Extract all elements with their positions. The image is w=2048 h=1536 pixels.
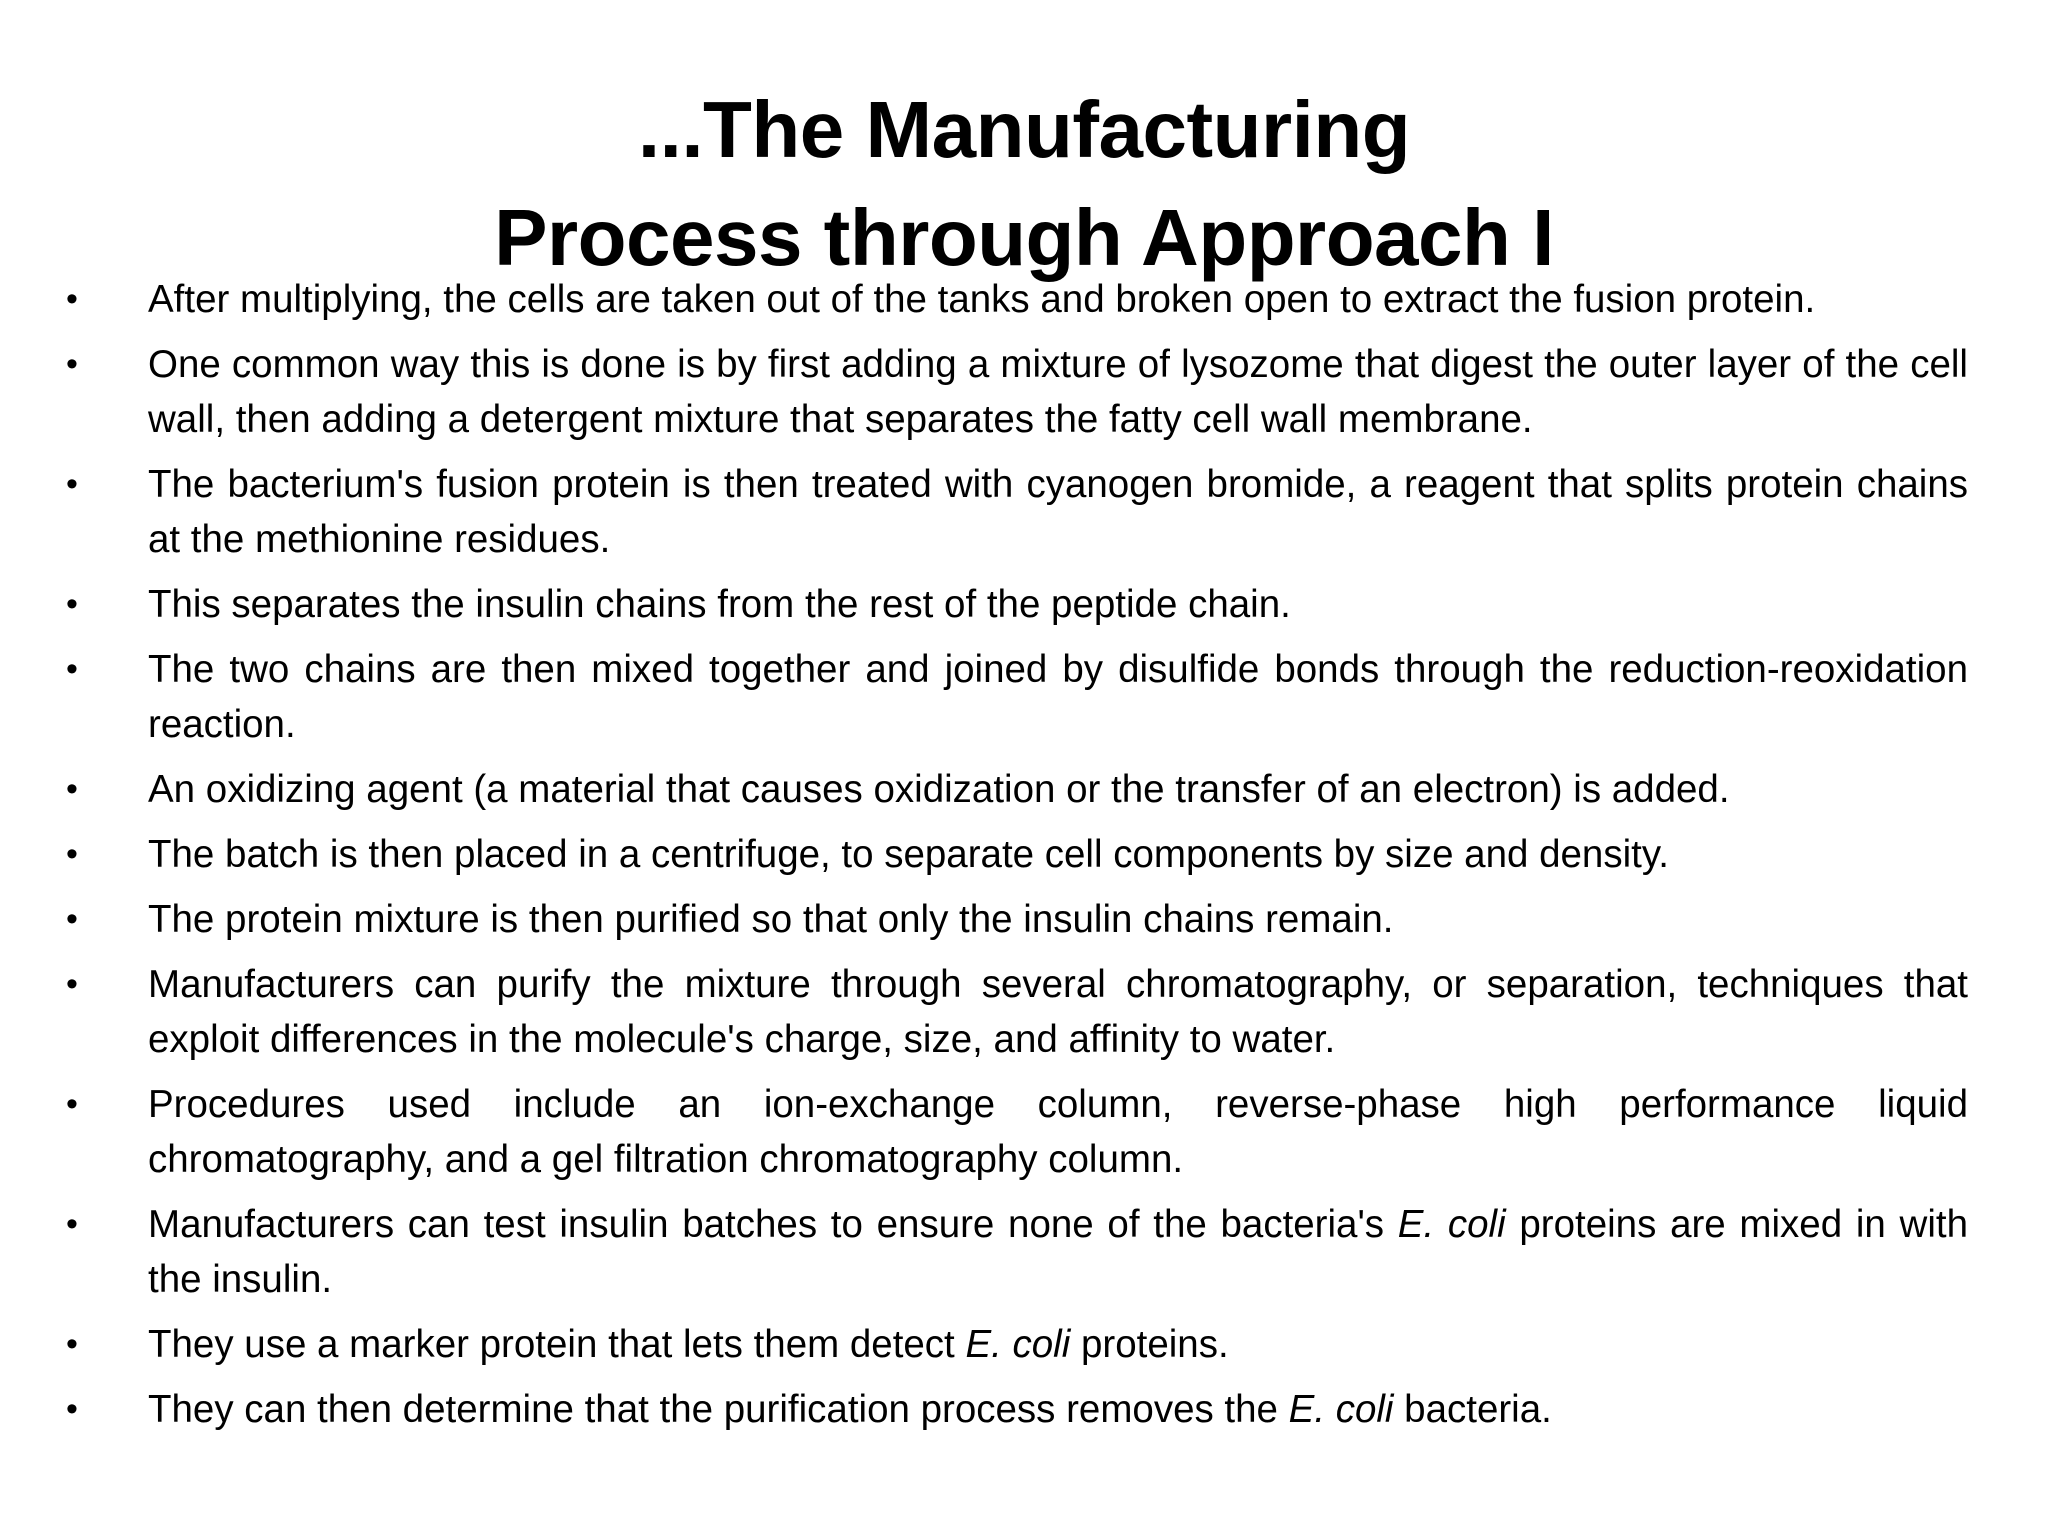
bullet-item xyxy=(0,457,2048,567)
bullet-text: After multiplying, the cells are taken out of the tanks and broken open to extract the fusion protein. xyxy=(148,278,1816,321)
bullet-item xyxy=(0,827,2048,882)
bullet-item xyxy=(0,1317,2048,1372)
bullet-item xyxy=(0,337,2048,447)
bullet-item xyxy=(0,1197,2048,1307)
bullet-icon: • xyxy=(66,465,78,503)
bullet-icon: • xyxy=(66,1325,78,1363)
bullet-text: This separates the insulin chains from the rest of the peptide chain. xyxy=(148,583,1291,626)
bullet-item xyxy=(0,1382,2048,1437)
bullet-list xyxy=(0,272,2048,1447)
bullet-text-tail: proteins. xyxy=(1070,1323,1229,1366)
bullet-icon: • xyxy=(66,770,78,808)
bullet-italic-term: E. coli xyxy=(1397,1203,1506,1246)
bullet-icon: • xyxy=(66,1390,78,1428)
bullet-text: Manufacturers can test insulin batches to ensure none of the bacteria's xyxy=(148,1203,1398,1246)
slide-title-line-1: ...The Manufacturing xyxy=(637,84,1411,174)
bullet-text: They can then determine that the purification process removes the xyxy=(148,1388,1289,1431)
bullet-item xyxy=(0,577,2048,632)
bullet-item xyxy=(0,1077,2048,1187)
bullet-text-tail: proteins are mixed in with the insulin. xyxy=(148,1203,1968,1301)
slide-title xyxy=(0,76,2048,292)
bullet-icon: • xyxy=(66,280,78,318)
bullet-text-tail: bacteria. xyxy=(1393,1388,1552,1431)
bullet-icon: • xyxy=(66,900,78,938)
bullet-item xyxy=(0,272,2048,327)
bullet-text: The batch is then placed in a centrifuge, to separate cell components by size and density. xyxy=(148,833,1669,876)
bullet-text: Procedures used include an ion-exchange column, reverse-phase high performance liquid chromatography, and a gel filtration chromatography column. xyxy=(148,1083,1968,1181)
slide-title-line-2: Process through Approach I xyxy=(494,192,1554,282)
bullet-text: The bacterium's fusion protein is then treated with cyanogen bromide, a reagent that splits protein chains at the methionine residues. xyxy=(148,463,1968,561)
bullet-item xyxy=(0,892,2048,947)
bullet-icon: • xyxy=(66,1205,78,1243)
bullet-item xyxy=(0,957,2048,1067)
bullet-text: They use a marker protein that lets them detect xyxy=(148,1323,966,1366)
bullet-text: The protein mixture is then purified so that only the insulin chains remain. xyxy=(148,898,1394,941)
bullet-italic-term: E. coli xyxy=(965,1323,1071,1366)
bullet-text: The two chains are then mixed together and joined by disulfide bonds through the reduction-reoxidation reaction. xyxy=(148,648,1968,746)
bullet-item xyxy=(0,642,2048,752)
bullet-icon: • xyxy=(66,650,78,688)
bullet-icon: • xyxy=(66,965,78,1003)
bullet-text: Manufacturers can purify the mixture through several chromatography, or separation, techniques that exploit differences in the molecule's charge, size, and affinity to water. xyxy=(148,963,1968,1061)
bullet-icon: • xyxy=(66,345,78,383)
bullet-icon: • xyxy=(66,585,78,623)
bullet-icon: • xyxy=(66,835,78,873)
bullet-text: An oxidizing agent (a material that causes oxidization or the transfer of an electron) is added. xyxy=(148,768,1730,811)
bullet-item xyxy=(0,762,2048,817)
bullet-icon: • xyxy=(66,1085,78,1123)
bullet-text: One common way this is done is by first adding a mixture of lysozome that digest the outer layer of the cell wall, then adding a detergent mixture that separates the fatty cell wall membrane. xyxy=(148,343,1968,441)
bullet-italic-term: E. coli xyxy=(1288,1388,1394,1431)
